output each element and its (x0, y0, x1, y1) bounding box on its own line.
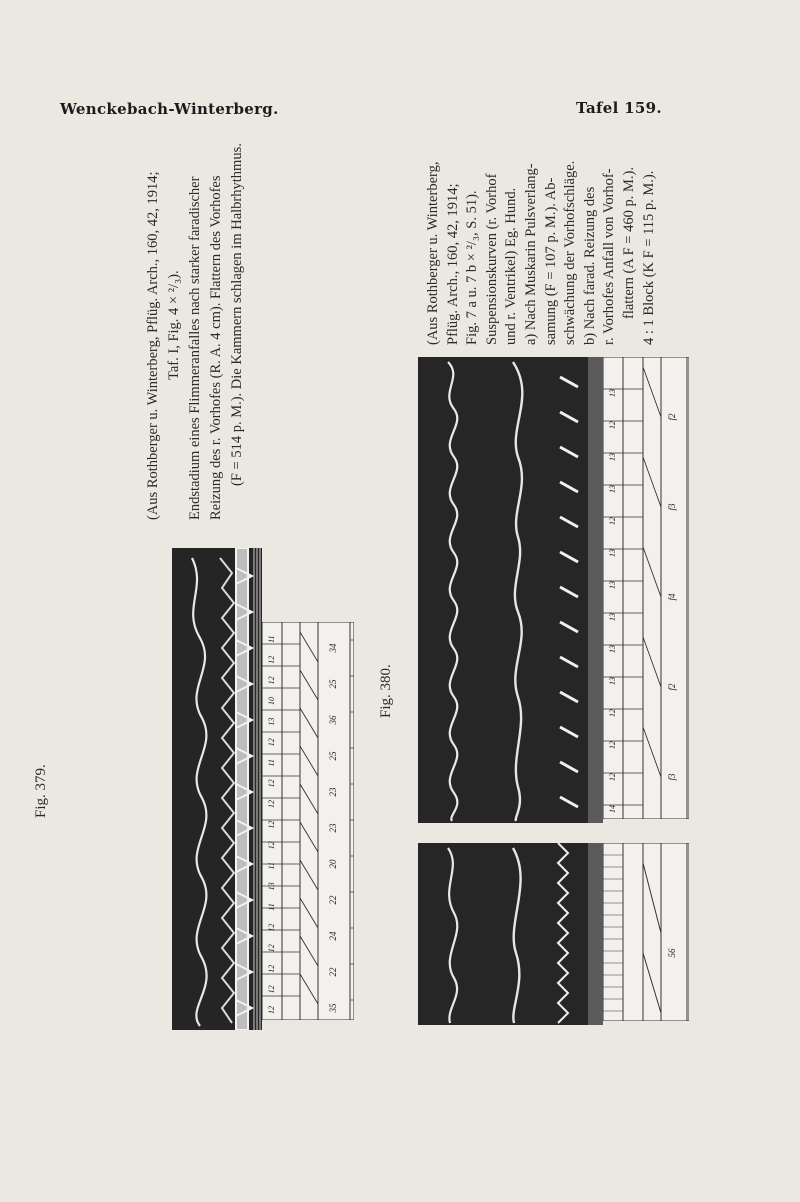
fig380-caption-line-11: flattern (A F = 460 p. M.). (620, 167, 637, 319)
fig380-caption-line-6: a) Nach Muskarin Pulsverlang- (522, 163, 539, 345)
fig379-ladder-diagram (262, 622, 354, 1020)
fig380a-ventricular-number: f2 (667, 683, 677, 691)
fig380b-ventricular-numbers (667, 948, 677, 958)
fig379-caption (143, 143, 248, 520)
fig379-atrial-number: 12 (267, 985, 276, 994)
fig379-caption-line-5: (F = 514 p. M.). Die Kammern schlagen im Halbrhythmus. (229, 143, 245, 486)
fig380a-atrial-number: 13 (608, 645, 617, 653)
fig380a-atrial-number: 14 (608, 805, 617, 813)
fig380-caption-line-7: samung (F = 107 p. M.). Ab- (542, 177, 559, 345)
fig380a-atrial-number: 13 (608, 581, 617, 589)
fig379-kymograph-trace (172, 548, 262, 1030)
fig379-trace-svg (172, 548, 262, 1030)
fig380a-ladder-diagram (603, 357, 689, 819)
fig379-ventricular-number: 20 (328, 859, 338, 869)
running-header-authors: Wenckebach-Winterberg. (60, 100, 279, 118)
fig380a-atrial-number: 12 (608, 421, 617, 429)
fig380-caption-line-8: schwächung der Vorhofschläge. (562, 160, 579, 345)
fig379-ventricular-number: 25 (328, 751, 338, 761)
fig379-atrial-number: 12 (267, 655, 276, 664)
fig379-atrial-number: 13 (267, 717, 276, 726)
fig380a-kymograph-trace (418, 357, 603, 823)
fig379-atrial-number: 12 (267, 1006, 276, 1014)
fig379-atrial-number: 11 (267, 862, 276, 870)
fig380-caption-line-9: b) Nach farad. Reizung des (581, 186, 598, 345)
fig379-label: Fig. 379. (33, 764, 49, 818)
fig379-ventricular-number: 24 (328, 931, 338, 941)
fig379-caption-line-3: Endstadium eines Flimmeranfalles nach starker faradischer (187, 176, 203, 520)
fig380b-ladder-svg (603, 843, 689, 1021)
fig380a-trace-svg (418, 357, 603, 823)
fig379-atrial-number: 12 (267, 800, 276, 808)
fig379-caption-line-4: Reizung des r. Vorhofes (R. A. 4 cm). Flattern des Vorhofes (208, 175, 224, 520)
fig379-atrial-number: 11 (267, 635, 276, 643)
fig380b-trace-svg (418, 843, 603, 1025)
fig379-caption-line-1: (Aus Rothberger u. Winterberg, Pflüg. Arch., 160, 42, 1914; (145, 171, 161, 520)
fig379-atrial-number: 12 (267, 964, 276, 973)
fig380a-atrial-number: 13 (608, 485, 617, 493)
fig380-caption-line-10: r. Vorhofes Anfall von Vorhof- (601, 168, 618, 345)
fig379-atrial-number: 12 (267, 820, 276, 829)
fig380-caption-line-4: Suspensionskurven (r. Vorhof (483, 173, 500, 345)
fig380a-ventricular-number: f3 (667, 773, 677, 781)
fig379-ventricular-number: 22 (328, 967, 338, 977)
fig380a-atrial-number: 13 (608, 549, 617, 557)
fig379-ventricular-number: 36 (328, 715, 338, 725)
fig380-caption-line-2: Pflüg. Arch., 160, 42, 1914; (444, 183, 461, 345)
fig379-ventricular-number: 34 (328, 643, 338, 653)
fig380-caption-line-3: Fig. 7 a u. 7 b × ²/₃, S. 51). (464, 190, 481, 345)
fig379-ventricular-number: 35 (328, 1003, 338, 1013)
fig379-atrial-number: 12 (267, 676, 276, 685)
fig380b-kymograph-trace (418, 843, 603, 1025)
fig380-caption-line-5: und r. Ventrikel) Eg. Hund. (503, 187, 520, 345)
fig379-atrial-number: 11 (267, 903, 276, 911)
fig379-atrial-number: 10 (267, 697, 276, 705)
fig380a-atrial-number: 12 (608, 517, 617, 525)
fig379-atrial-number: 12 (267, 944, 276, 953)
fig379-atrial-number: 11 (267, 759, 276, 767)
fig380a-ladder-svg (603, 357, 689, 819)
fig380a-atrial-number: 13 (608, 389, 617, 397)
fig379-atrial-number: 12 (267, 923, 276, 932)
fig379-ladder-svg (262, 622, 354, 1020)
fig380-caption-line-1: (Aus Rothberger u. Winterberg, (425, 161, 441, 345)
fig380-caption-line-12: 4 : 1 Block (K F = 115 p. M.). (640, 170, 657, 345)
fig380a-atrial-number: 13 (608, 677, 617, 685)
running-header-plate: Tafel 159. (576, 99, 662, 117)
fig380a-atrial-number: 12 (608, 709, 617, 717)
fig379-ventricular-number: 23 (328, 823, 338, 833)
fig379-atrial-number: 12 (267, 779, 276, 788)
fig380a-ventricular-number: f2 (667, 413, 677, 421)
fig379-ventricular-number: 22 (328, 895, 338, 905)
fig380a-atrial-number: 13 (608, 453, 617, 461)
fig379-atrial-number: 13 (267, 882, 276, 891)
fig379-ventricular-number: 25 (328, 679, 338, 689)
fig380-caption (424, 161, 659, 345)
fig380b-ventricular-number: 56 (667, 948, 677, 958)
fig379-ventricular-number: 23 (328, 787, 338, 797)
fig380a-atrial-number: 12 (608, 773, 617, 781)
fig380a-ventricular-number: f3 (667, 503, 677, 511)
fig380a-atrial-number: 12 (608, 741, 617, 749)
fig380b-ladder-diagram (603, 843, 689, 1021)
fig379-atrial-number: 12 (267, 841, 276, 850)
fig379-caption-line-2: Taf. I, Fig. 4 × ²/₃). (166, 270, 182, 380)
fig380a-ventricular-number: f4 (667, 593, 677, 601)
fig380-label: Fig. 380. (378, 664, 394, 718)
fig380a-atrial-number: 13 (608, 613, 617, 621)
fig379-atrial-number: 12 (267, 738, 276, 747)
